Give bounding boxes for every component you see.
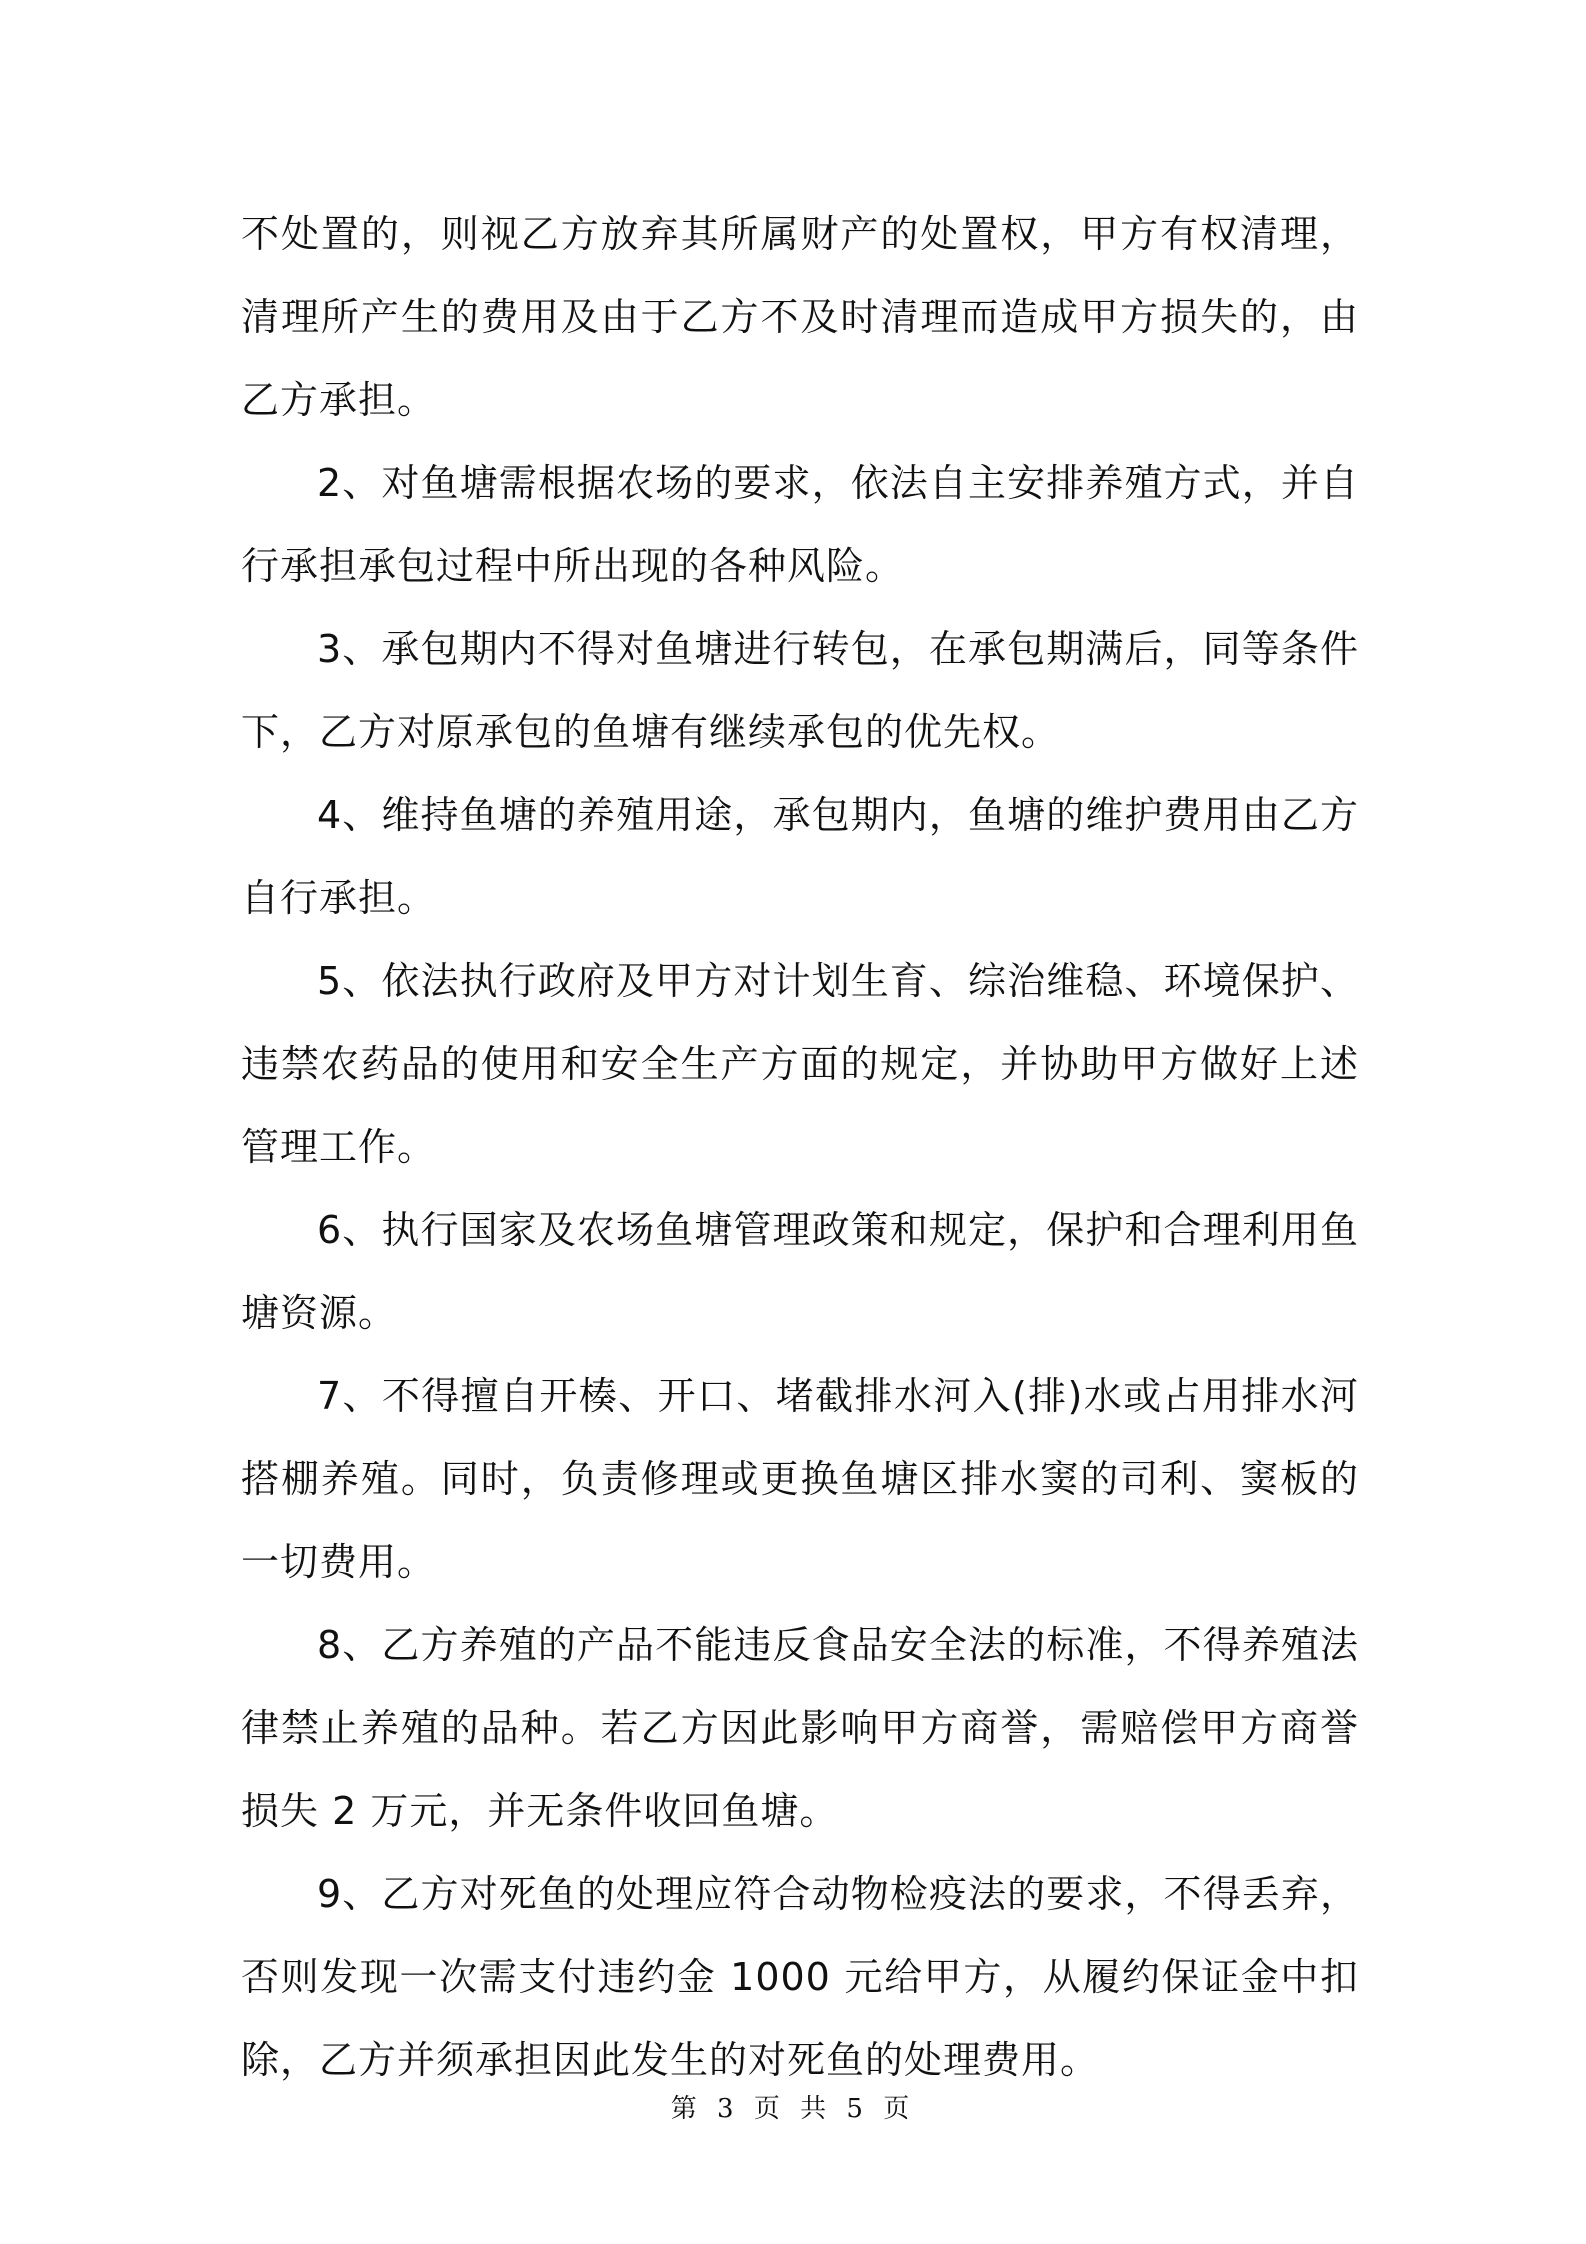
clause-9: 9、乙方对死鱼的处理应符合动物检疫法的要求，不得丢弃，否则发现一次需支付违约金 1000 元给甲方，从履约保证金中扣除，乙方并须承担因此发生的对死鱼的处理费用。 bbox=[241, 1872, 1359, 2082]
clause-3: 3、承包期内不得对鱼塘进行转包，在承包期满后，同等条件下，乙方对原承包的鱼塘有继续承包的优先权。 bbox=[241, 627, 1359, 754]
clause-5: 5、依法执行政府及甲方对计划生育、综治维稳、环境保护、违禁农药品的使用和安全生产方面的规定，并协助甲方做好上述管理工作。 bbox=[241, 959, 1359, 1169]
clause-4: 4、维持鱼塘的养殖用途，承包期内，鱼塘的维护费用由乙方自行承担。 bbox=[241, 793, 1359, 920]
clause-8: 8、乙方养殖的产品不能违反食品安全法的标准，不得养殖法律禁止养殖的品种。若乙方因此影响甲方商誉，需赔偿甲方商誉损失 2 万元，并无条件收回鱼塘。 bbox=[241, 1623, 1359, 1833]
page-number-footer: 第 3 页 共 5 页 bbox=[670, 2094, 916, 2124]
document-body bbox=[241, 193, 1359, 2102]
clause-7: 7、不得擅自开楱、开口、堵截排水河入(排)水或占用排水河搭棚养殖。同时，负责修理或更换鱼塘区排水窦的司利、窦板的一切费用。 bbox=[241, 1374, 1359, 1584]
paragraph-continuation: 不处置的，则视乙方放弃其所属财产的处置权，甲方有权清理，清理所产生的费用及由于乙方不及时清理而造成甲方损失的，由乙方承担。 bbox=[241, 212, 1359, 422]
clause-6: 6、执行国家及农场鱼塘管理政策和规定，保护和合理利用鱼塘资源。 bbox=[241, 1208, 1359, 1335]
clause-2: 2、对鱼塘需根据农场的要求，依法自主安排养殖方式，并自行承担承包过程中所出现的各种风险。 bbox=[241, 461, 1359, 588]
